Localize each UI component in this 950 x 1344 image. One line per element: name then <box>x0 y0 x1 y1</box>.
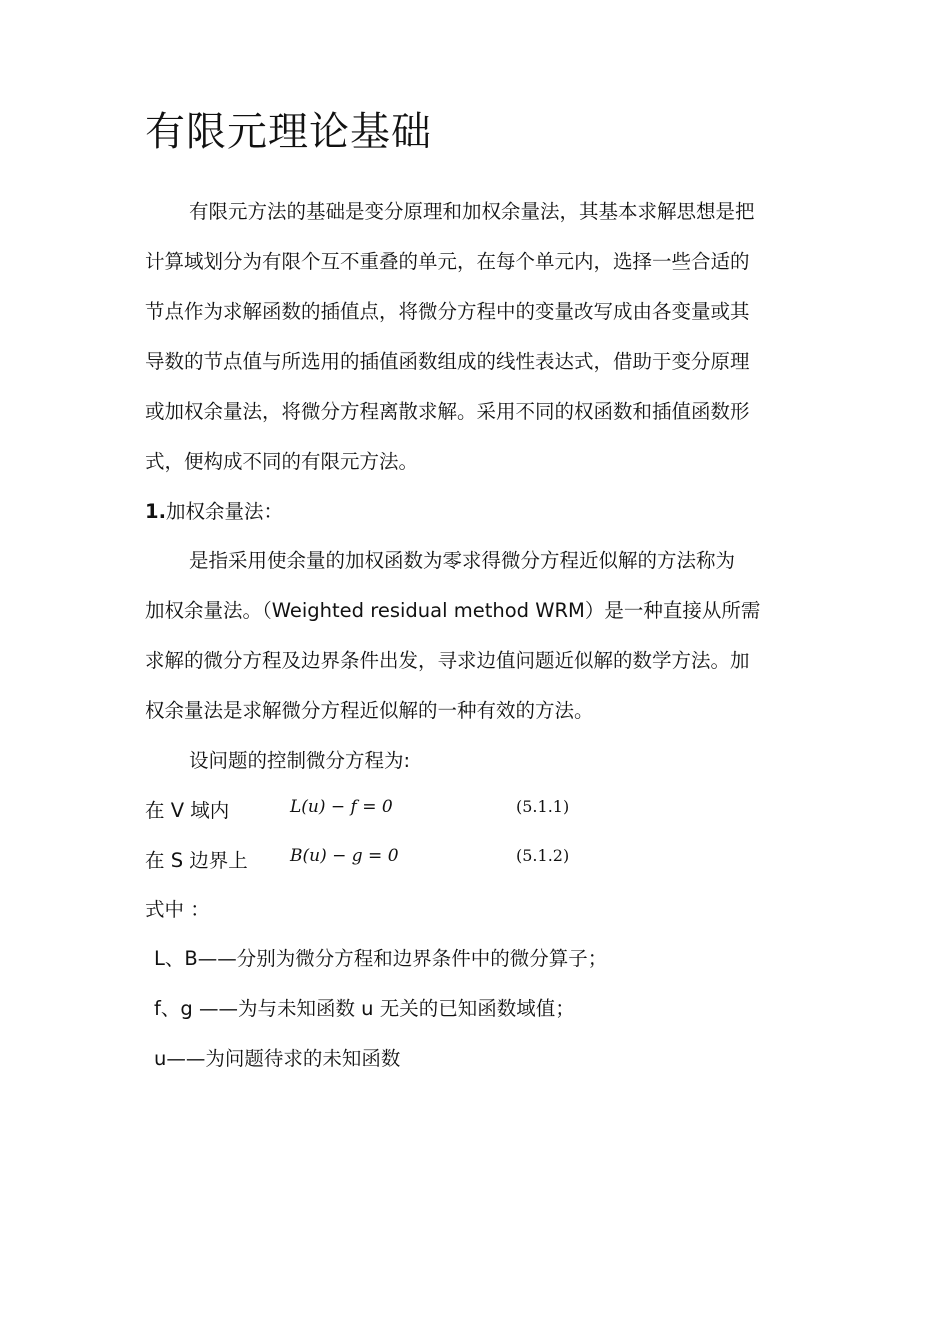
page-title: 有限元理论基础 <box>145 109 432 155</box>
equation-1-number: (5.1.1) <box>516 797 570 816</box>
intro-line-3: 节点作为求解函数的插值点，将微分方程中的变量改写成由各变量或其 <box>145 300 750 323</box>
equation-2-number: (5.1.2) <box>516 846 570 865</box>
equation-2-formula: B(u) − g = 0 <box>290 846 399 866</box>
equation-1-label: 在 V 域内 <box>145 799 230 822</box>
intro-line-6: 式，便构成不同的有限元方法。 <box>145 450 419 473</box>
intro-line-1: 有限元方法的基础是变分原理和加权余量法，其基本求解思想是把 <box>189 200 755 223</box>
section-number: 1. <box>145 500 166 523</box>
definition-2: f、g ——为与未知函数 u 无关的已知函数域值； <box>154 997 575 1020</box>
equation-2-label: 在 S 边界上 <box>145 849 248 872</box>
paragraph2-line-1: 是指采用使余量的加权函数为零求得微分方程近似解的方法称为 <box>189 549 736 572</box>
intro-line-2: 计算域划分为有限个互不重叠的单元，在每个单元内，选择一些合适的 <box>145 250 750 273</box>
setup-line: 设问题的控制微分方程为: <box>189 749 411 772</box>
equation-1-formula: L(u) − f = 0 <box>290 797 393 817</box>
intro-line-4: 导数的节点值与所选用的插值函数组成的线性表达式，借助于变分原理 <box>145 350 750 373</box>
paragraph2-line-3: 求解的微分方程及边界条件出发，寻求边值问题近似解的数学方法。加 <box>145 649 750 672</box>
paragraph2-line-2: 加权余量法。（Weighted residual method WRM）是一种直接从所需 <box>145 599 761 622</box>
paragraph2-line-4: 权余量法是求解微分方程近似解的一种有效的方法。 <box>145 699 594 722</box>
definition-1: L、B——分别为微分方程和边界条件中的微分算子； <box>154 947 608 970</box>
section-heading-text: 加权余量法： <box>165 500 283 523</box>
where-label: 式中 ： <box>145 898 210 921</box>
section-heading <box>145 497 283 527</box>
intro-line-5: 或加权余量法，将微分方程离散求解。采用不同的权函数和插值函数形 <box>145 400 750 423</box>
definition-3: u——为问题待求的未知函数 <box>154 1047 401 1070</box>
